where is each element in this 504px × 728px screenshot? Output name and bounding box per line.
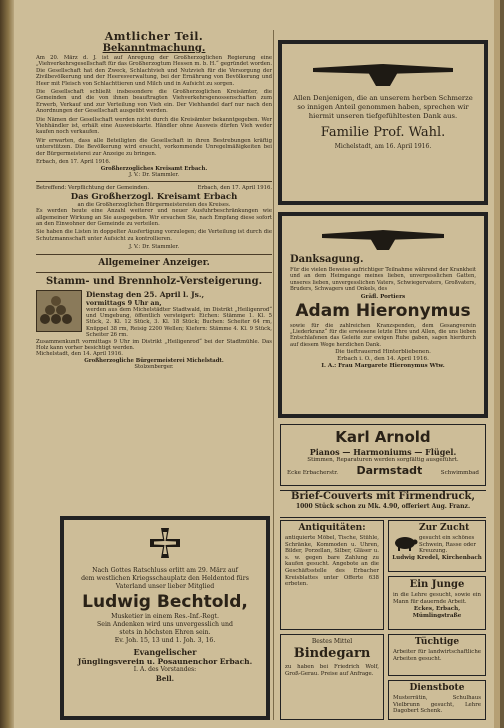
binding-spine [0, 0, 14, 728]
dank-pre: Gräfl. Portiers [360, 293, 406, 300]
announcement-signature: J. V.: Dr. Stammler. [128, 171, 180, 178]
junge-title: Ein Junge [409, 579, 465, 590]
ad-antiques [280, 520, 384, 630]
auction-date-sig: Michelstadt, den 14. April 1916. [36, 351, 123, 358]
dienst-text: Musterrätin, Schulhaus Vielbrunn gesucht, Lehre Dagobert Schenk. [393, 695, 481, 715]
kreisamt-subtitle: an die Großherzoglichen Bürgermeistereien des Kreises. [77, 201, 231, 208]
dank-text: Für die vielen Beweise aufrichtiger Teilnahme während der Krankheit und an dem Heimgange meines lieben, unvergesslichen Gatten, unseres lieben, unvergesslichen Vaters, Schwiegervaters, Großvaters, Bruders, Schwagers und Onkels, des [290, 267, 476, 293]
ad-servant [388, 680, 486, 720]
announcement-title: Bekanntmachung. [102, 43, 206, 54]
brief-sub: 1000 Stück schon zu Mk. 4.90, offeriert Aug. Franz. [295, 503, 471, 510]
obituary-box-bechtold [60, 516, 270, 720]
divider [36, 181, 272, 182]
dienst-title: Dienstbote [409, 683, 465, 693]
pig-icon [392, 535, 418, 551]
thanks-box-wahl [278, 40, 488, 205]
obituary-line-5: stets in höchsten Ehren sein. [119, 629, 211, 636]
wahl-name: Familie Prof. Wahl. [320, 125, 446, 140]
ad-apprentice [388, 576, 486, 630]
antik-title: Antiquitäten: [298, 523, 366, 533]
obituary-name: Ludwig Bechtold, [82, 592, 248, 612]
bind-title: Bindegarn [293, 646, 371, 661]
auction-block [36, 290, 272, 339]
thanks-box-hieronymus [278, 212, 488, 418]
bind-pre: Bestes Mittel [311, 638, 353, 645]
dank-text-2: sowie für die zahlreichen Kranzspenden, dem Gesangverein „Liederkranz“ für die erwiesene letzte Ehre und Allen, die uns lieben Entschlafenen das Geleite zur ewigen Ruhe gaben, sagen hierdurch auf diesem Wege herzlichen Dank. [290, 322, 476, 348]
announcement-para-4: Wir erwarten, dass alle Beteiligten die Gesellschaft in ihren Bestrebungen kräftig unterstützen. Die Bevölkerung wird ersucht, vorkommende Unregelmäßigkeiten bei der Bürgermeisterei zur Anzeige zu bringen. [36, 137, 272, 157]
obituary-org-3: I. A. des Vorstandes: [133, 666, 197, 673]
announcement-para-3: Die Nämen der Gesellschaft werden nicht durch die Kreisämter bekanntgegeben. Wer Viehhändler ist, erhält eine Ausweiskarte. Händler ohne Ausweis dürfen Vieh weder kaufen noch verkaufen. [36, 116, 272, 136]
kreisamt-signature: J. V.: Dr. Stammler. [128, 244, 180, 251]
zucht-text: gesucht ein schönes Schwein, Rasse oder Kreuzung. [419, 535, 476, 555]
announcement-date: Erbach, den 17. April 1916. [36, 159, 111, 166]
woodpile-picture [36, 290, 82, 332]
kreisamt-title: Das Großherzogl. Kreisamt Erbach [70, 191, 238, 202]
arnold-shop-2: Schwimmbad [440, 470, 479, 476]
obituary-org-1: Evangelischer [133, 647, 197, 657]
tuchtige-title: Tüchtige [414, 637, 460, 647]
bind-text: zu haben bei Friedrich Wolf, Groß-Gerau. Preise auf Anfrage. [285, 664, 379, 677]
announcement-signatory: Großherzogliches Kreisamt Erbach. [100, 165, 208, 172]
obituary-org-2: Jünglingsverein u. Posaunenchor Erbach. [77, 657, 253, 666]
obituary-line-4: Sein Andenken wird uns unvergesslich und [97, 621, 233, 628]
dank-title: Danksagung. [290, 254, 364, 265]
arnold-name: Karl Arnold [335, 428, 431, 446]
announcement-para-1: Am 20. März d. J. ist auf Anregung der Großherzoglichen Regierung eine „Viehverkehrsgesellschaft für das Großherzogtum Hessen m. b. H.“ gegründet worden. Die Gesellschaft hat den Zweck, Schlachtvieh und Nutzvieh für die Versorgung der Zivilbevölkerung und der Heeresverwaltung, bei der Ernährung von Bevölkerung und Heer mit Fleisch von Schlachttieren und Milch und in Aufsicht zu sorgen. [36, 55, 272, 87]
zucht-name: Ludwig Kredel, Kirchenbach [392, 554, 482, 561]
iron-cross-icon [148, 526, 182, 560]
arnold-shop: Ecke Erbacherstr. [287, 470, 339, 476]
dank-place: Erbach i. O., den 14. April 1916. [337, 356, 429, 363]
airplane-icon [318, 220, 448, 254]
ad-karl-arnold [280, 424, 486, 486]
announcement-para-2: Die Gesellschaft schließt insbesondere die Großherzoglichen Kreisämter, die Gemeinden und die von ihnen beauftragten Viehverkehrsgenossenschaften zum Erwerb, Verkauf und zur Verteilung von Vieh ein. Der Viehhandel darf nur nach den Anordnungen der Gesellschaft ausgeübt werden. [36, 89, 272, 115]
brief-title: Brief-Couverts mit Firmendruck, [291, 491, 475, 502]
airplane-icon [308, 50, 458, 90]
ad-twine [280, 634, 384, 720]
section-header-official: Amtlicher Teil. [104, 30, 204, 43]
obituary-verse: Ev. Joh. 15, 13 und 1. Joh. 3, 16. [114, 637, 216, 644]
divider [36, 272, 272, 273]
ad-envelopes [280, 490, 486, 518]
obituary-org-4: Bell. [155, 674, 175, 683]
auction-details-2: Zusammenkunft vormittags 9 Uhr im Distrikt „Heiligenrod“ bei der Stadtmühle. Das Holz kann vorher besichtigt werden. [36, 338, 272, 351]
obituary-line-1: Nach Gottes Ratschluss erlitt am 29. März auf [92, 567, 238, 574]
general-ads-header: Allgemeiner Anzeiger. [98, 257, 210, 268]
divider [36, 254, 272, 255]
arnold-items: Pianos — Harmoniums — Flügel. [309, 447, 457, 457]
junge-text: in die Lehre gesucht, sowie ein Mann für dauernde Arbeit. [393, 592, 481, 605]
betreff-date: Erbach, den 17. April 1916. [197, 185, 272, 192]
auction-date: Dienstag den 25. April l. Js., [86, 289, 205, 299]
dank-name: Adam Hieronymus [295, 300, 471, 321]
wahl-place: Michelstadt, am 16. April 1916. [334, 143, 432, 150]
junge-name: Eckes, Erbach, Mümlingstraße [412, 606, 462, 620]
wahl-text: Allen Denjenigen, die an unserem herben Schmerze so innigen Anteil genommen haben, sprechen wir hiermit unseren tiefgefühltesten Dank aus. [293, 94, 473, 120]
dank-mourn: Die tieftrauernd Hinterbliebenen. [335, 349, 431, 356]
woodpile-icon [37, 291, 79, 329]
obituary-line-3: Vaterland unser lieber Mitglied [115, 583, 215, 590]
column-rule [273, 30, 274, 720]
auction-title: Stamm- und Brennholz-Versteigerung. [45, 275, 263, 287]
arnold-address [281, 464, 485, 477]
auction-signature: Stolzenberger. [134, 364, 174, 371]
auction-signatory: Großherzogliche Bürgermeisterei Michelstadt. [84, 357, 224, 364]
kreisamt-para-1: Es werden heute eine Anzahl weiterer und neuer Ausfuhrbeschränkungen wie allgemeiner Wirkung an Sie ausgegeben. Wir ersuchen Sie, nach Empfang diese sofort an den Einwohner der Gemeinde zu verteilen. [36, 208, 272, 227]
arnold-service: Stimmen, Reparaturen werden sorgfältig ausgeführt. [307, 457, 459, 463]
obituary-line-2: dem westlichen Kriegsschauplatz den Heldentod fürs [81, 575, 249, 582]
arnold-city: Darmstadt [356, 464, 423, 477]
kreisamt-para-2: Sie haben die Listen in doppelter Ausfertigung vorzulegen; die Verteilung ist durch die Schutzmannschaft unter Aufsicht zu kontrollieren. [36, 229, 272, 242]
auction-details: werden aus dem Michelstädter Stadtwald, im Distrikt „Heiligenrod“ und Umgebung, öffentlich versteigert: Eichen: Stämme 1. Kl. 5 Stück, 2. Kl. 12 Stück, 3. Kl. 18 Stück; Buchen: Scheiter 64 rm, Knüppel 38 rm, Reisig 2200 Wellen; Kiefern: Stämme 4. Kl. 9 Stück, Scheiter 26 rm. [86, 306, 272, 339]
ad-workers [388, 634, 486, 676]
auction-time: vormittags 9 Uhr an, [86, 298, 162, 307]
zucht-title: Zur Zucht [419, 523, 470, 533]
obituary-rank: Musketier in einem Res.-Inf.-Regt. [111, 613, 219, 620]
antik-text: antiquierte Möbel, Tische, Stühle, Schränke, Kommoden u. Uhren, Bilder, Porzellan, Silber, Gläser u. s. w. gegen bare Zahlung zu kaufen gesucht. Angebote an die Geschäftsstelle des Erbacher Kreisblattes unter Offerte 638 erbeten. [285, 535, 379, 588]
dank-ia: I. A.: Frau Margarete Hieronymus Wtw. [321, 363, 445, 370]
page-edge [494, 0, 500, 728]
tuchtige-text: Arbeiter für landwirtschaftliche Arbeiten gesucht. [393, 649, 481, 662]
iron-cross-wrap [64, 526, 266, 564]
ad-breeding-pig [388, 520, 486, 572]
betreff-text: Betreffend: Verpflichtung der Gemeinden. [36, 185, 150, 192]
